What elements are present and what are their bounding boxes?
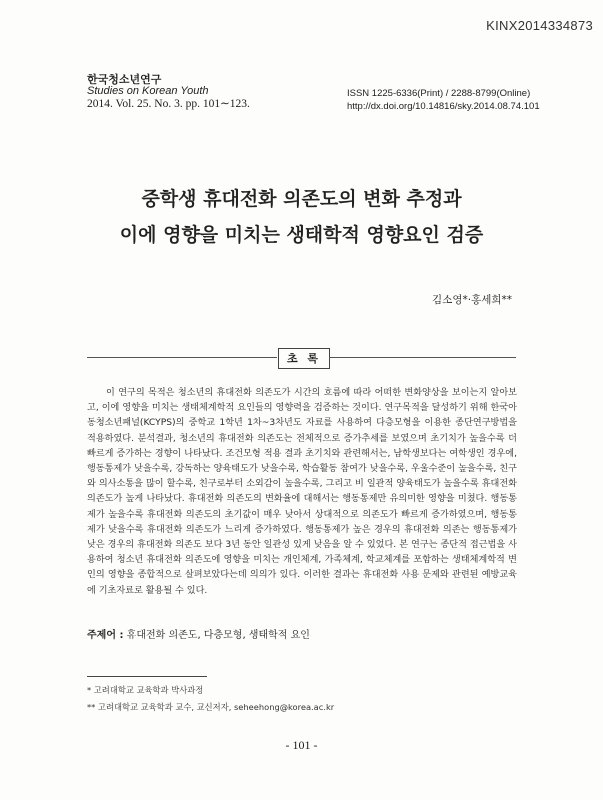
abstract-divider-left (87, 357, 277, 358)
author-names: 김소영*·홍세희** (432, 294, 512, 306)
keywords-label: 주제어 : (87, 630, 124, 641)
abstract-heading: 초 록 (278, 348, 330, 369)
journal-volume-line: 2014. Vol. 25. No. 3. pp. 101∼123. (87, 98, 250, 110)
paper-title-line-1: 중학생 휴대전화 의존도의 변화 추정과 (141, 188, 462, 210)
abstract-body: 이 연구의 목적은 청소년의 휴대전화 의존도가 시간의 흐름에 따라 어떠한 변화양상을 보이는지 알아보고, 이에 영향을 미치는 생태체계학적 요인들의 영향력을 검증하는 것이다. 연구목적을 달성하기 위해 한국아동청소년패널(KCYPS)의 중학교 1학년 1차~3차년도 자료를 사용하여 다층모형을 이용한 종단연구방법을 적용하였다. 분석결과, 청소년의 휴대전화 의존도는 전체적으로 증가추세를 보였으며 초기치가 높을수록 더 빠르게 증가하는 경향이 나타났다. 조건모형 적용 결과 초기치와 관련해서는, 남학생보다는 여학생인 경우에, 행동통제가 낮을수록, 강독하는 양육태도가 낮을수록, 학습활동 참여가 낮을수록, 우울수준이 높을수록, 친구와 의사소통을 많이 할수록, 친구로부터 소외감이 높을수록, 그리고 비 일관적 양육태도가 높을수록 휴대전화 의존도가 높게 나타났다. 휴대전화 의존도의 변화율에 대해서는 행동통제만 유의미한 영향을 미쳤다. 행동통제가 높을수록 휴대전화 의존도의 초기값이 매우 낮아서 상대적으로 의존도가 빠르게 증가하였으며, 행동통제가 낮을수록 휴대전화 의존도가 느리게 증가하였다. 행동통제가 높은 경우의 휴대전화 의존는 행동통제가 낮은 경우의 휴대전화 의존도 보다 3년 동안 일관성 있게 낮음을 알 수 있었다. 본 연구는 종단적 접근법을 사용하여 청소년 휴대전화 의존도에 영향을 미치는 개인체계, 가족체계, 학교체계를 포함하는 생태체계학적 변인의 영향을 종합적으로 살펴보았다는데 의의가 있다. 이러한 결과는 휴대전화 사용 문제와 관련된 예방교육에 기초자료로 활용될 수 있다. (87, 388, 517, 596)
paper-title-line-2: 이에 영향을 미치는 생태학적 영향요인 검증 (119, 224, 484, 246)
document-id-stamp: KINX2014334873 (486, 18, 593, 33)
keywords-list: 휴대전화 의존도, 다층모형, 생태학적 요인 (126, 630, 310, 641)
page-number: - 101 - (285, 738, 318, 752)
footnote-author-2: ** 고려대학교 교육학과 교수, 교신저자, seheehong@korea.ac.kr (87, 702, 335, 712)
keywords-line (87, 626, 310, 641)
footnote-divider (87, 676, 207, 677)
issn-line: ISSN 1225-6336(Print) / 2288-8799(Online) (347, 88, 531, 99)
abstract-divider-right (329, 357, 516, 358)
journal-name-korean: 한국청소년연구 (87, 73, 162, 86)
footnote-author-1: * 고려대학교 교육학과 박사과정 (87, 685, 204, 695)
doi-link[interactable]: http://dx.doi.org/10.14816/sky.2014.08.74.101 (347, 101, 540, 112)
journal-name-english: Studies on Korean Youth (87, 85, 209, 97)
